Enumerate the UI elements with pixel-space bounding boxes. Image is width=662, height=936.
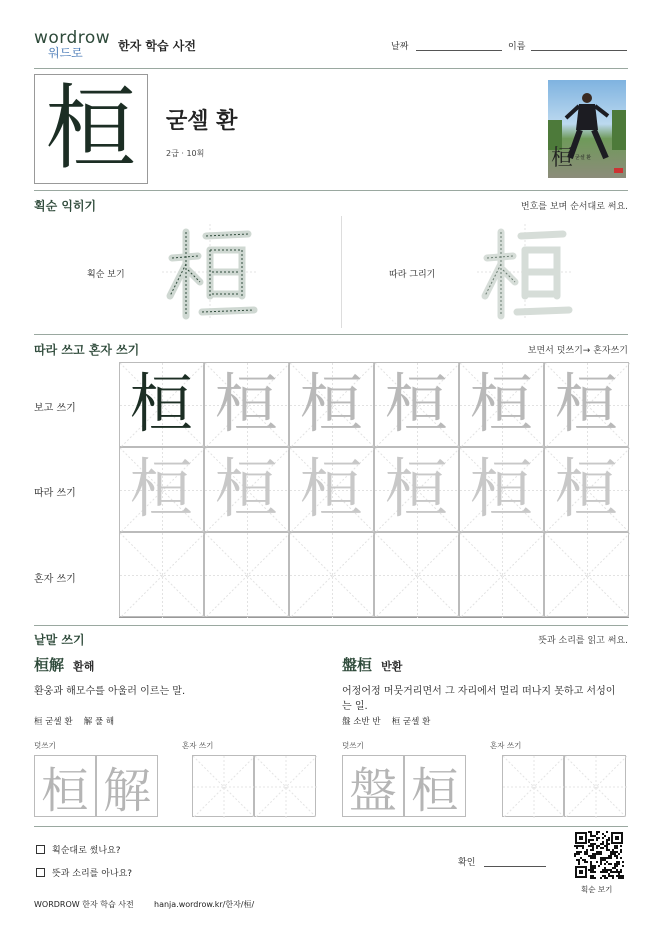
guide-lines (290, 533, 375, 618)
alone-cell[interactable] (502, 755, 564, 817)
practice-cell[interactable] (459, 362, 544, 447)
trace-cell[interactable] (404, 755, 466, 817)
practice-cell[interactable] (289, 532, 374, 617)
guide-lines (460, 533, 545, 618)
divider (34, 190, 628, 191)
practice-grid (119, 362, 629, 618)
word-2 (342, 654, 632, 675)
practice-cell[interactable] (204, 447, 289, 532)
word-definition: 환웅과 해모수를 아울러 이르는 말. (34, 686, 186, 697)
word-reading: 반환 (381, 660, 403, 673)
trace-char: 盤 (348, 762, 397, 819)
footer-brand: WORDROW 한자 학습 사전 (34, 900, 134, 909)
practice-char: 桓 (129, 367, 194, 442)
checkbox-meaning[interactable] (36, 868, 45, 877)
hanja-meaning: 굳셀 환 (166, 109, 238, 134)
thumbnail-caption: 굳셀 환 (575, 155, 592, 161)
thumbnail-image[interactable] (548, 80, 626, 178)
main-hanja: 桓 (44, 75, 137, 182)
thumbnail-badge (614, 168, 623, 173)
practice-char: 桓 (469, 367, 534, 442)
practice-cell[interactable] (374, 532, 459, 617)
practice-char: 桓 (299, 452, 364, 527)
main-hanja-box (34, 74, 148, 184)
checklist-item: 획순대로 썼나요? (52, 846, 121, 856)
stroke-order-graphic (162, 224, 258, 320)
practice-cell[interactable] (544, 447, 629, 532)
section-hint-practice: 보면서 덧쓰기→ 혼자쓰기 (527, 346, 628, 356)
practice-cell[interactable] (289, 447, 374, 532)
divider (34, 625, 628, 626)
trace-cell[interactable] (34, 755, 96, 817)
section-hint-stroke: 번호를 보며 순서대로 써요. (520, 202, 628, 212)
word-parts: 桓 굳셀 환 解 풀 해 (34, 717, 115, 727)
grade-strokes: 2급 · 10획 (166, 149, 205, 158)
practice-cell[interactable] (204, 532, 289, 617)
guide-lines (193, 756, 255, 818)
row-label-alone: 혼자 쓰기 (34, 574, 76, 585)
alone-cell[interactable] (192, 755, 254, 817)
practice-char: 桓 (214, 452, 279, 527)
qr-code-graphic (574, 831, 624, 879)
qr-code[interactable] (574, 831, 624, 879)
section-title-words: 낱말 쓰기 (34, 633, 85, 647)
guide-lines (545, 533, 630, 618)
practice-cell[interactable] (544, 362, 629, 447)
practice-cell[interactable] (289, 362, 374, 447)
logo-subtext: 워드로 (48, 46, 83, 60)
practice-char: 桓 (384, 367, 449, 442)
section-hint-words: 뜻과 소리를 읽고 써요. (538, 636, 628, 646)
name-field[interactable] (531, 50, 627, 51)
date-label: 날짜 (391, 42, 409, 52)
practice-cell[interactable] (119, 447, 204, 532)
practice-cell[interactable] (119, 362, 204, 447)
name-label: 이름 (508, 42, 526, 52)
confirm-label: 확인 (458, 858, 476, 868)
divider (34, 68, 628, 69)
practice-char: 桓 (554, 367, 619, 442)
guide-lines (120, 533, 205, 618)
trace-char: 桓 (410, 762, 459, 819)
guide-lines (375, 533, 460, 618)
word-reading: 환해 (73, 660, 95, 673)
word-1 (34, 654, 324, 675)
alone-cell[interactable] (254, 755, 316, 817)
practice-cell[interactable] (119, 532, 204, 617)
stroke-view-label: 획순 보기 (87, 270, 125, 280)
practice-cell[interactable] (544, 532, 629, 617)
trace-char: 解 (102, 762, 151, 819)
guide-lines (255, 756, 317, 818)
app-subtitle: 한자 학습 사전 (118, 39, 196, 53)
guide-lines (503, 756, 565, 818)
trace-char: 桓 (40, 762, 89, 819)
trace-cell[interactable] (342, 755, 404, 817)
alone-label: 혼자 쓰기 (182, 741, 214, 750)
divider (34, 334, 628, 335)
alone-cell[interactable] (564, 755, 626, 817)
footer-url[interactable]: hanja.wordrow.kr/한자/桓/ (154, 900, 255, 909)
word-hanja: 桓解 (34, 656, 65, 674)
thumbnail-char: 桓 (551, 146, 574, 171)
practice-cell[interactable] (374, 362, 459, 447)
practice-char: 桓 (129, 452, 194, 527)
guide-lines (205, 533, 290, 618)
word-definition: 어정어정 머뭇거리면서 그 자리에서 멀리 떠나지 못하고 서성이는 일. (342, 686, 616, 712)
trace-cell[interactable] (96, 755, 158, 817)
stroke-trace-label: 따라 그리기 (389, 270, 436, 280)
practice-cell[interactable] (204, 362, 289, 447)
row-label-view: 보고 쓰기 (34, 403, 76, 414)
checklist-item: 뜻과 소리를 아나요? (52, 869, 133, 879)
vertical-divider (341, 216, 342, 328)
practice-char: 桓 (469, 452, 534, 527)
section-title-stroke: 획순 익히기 (34, 199, 97, 213)
practice-char: 桓 (554, 452, 619, 527)
qr-caption: 획순 보기 (581, 885, 613, 894)
logo-text: wordrow (34, 28, 111, 48)
row-label-trace: 따라 쓰기 (34, 488, 76, 499)
section-title-practice: 따라 쓰고 혼자 쓰기 (34, 343, 140, 357)
trace-label: 덧쓰기 (34, 741, 56, 750)
practice-char: 桓 (299, 367, 364, 442)
trace-label: 덧쓰기 (342, 741, 364, 750)
date-field[interactable] (416, 50, 502, 51)
word-parts: 盤 소반 반 桓 굳셀 환 (342, 717, 431, 727)
practice-cell[interactable] (374, 447, 459, 532)
divider (34, 826, 628, 827)
confirm-field[interactable] (484, 866, 546, 867)
practice-char: 桓 (214, 367, 279, 442)
stroke-trace-diagram[interactable] (477, 224, 573, 320)
alone-label: 혼자 쓰기 (490, 741, 522, 750)
guide-lines (565, 756, 627, 818)
practice-cell[interactable] (459, 447, 544, 532)
word-hanja: 盤桓 (342, 656, 373, 674)
logo (34, 30, 114, 60)
practice-cell[interactable] (459, 532, 544, 617)
stroke-trace-graphic (477, 224, 573, 320)
stroke-view-diagram[interactable] (162, 224, 258, 320)
practice-char: 桓 (384, 452, 449, 527)
checkbox-stroke-order[interactable] (36, 845, 45, 854)
